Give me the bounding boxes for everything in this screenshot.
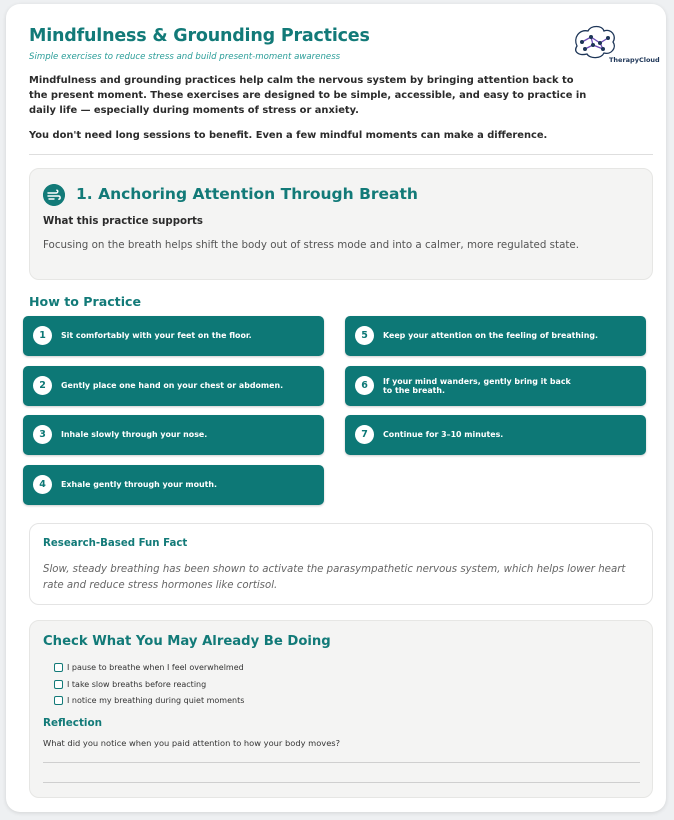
step-number: 5	[355, 326, 374, 345]
step-number: 6	[355, 376, 374, 395]
checklist-item[interactable]	[54, 678, 206, 690]
step-card	[23, 415, 324, 455]
reflection-question: What did you notice when you paid attention to how your body moves?	[43, 738, 341, 748]
step-card	[23, 366, 324, 406]
step-number: 1	[33, 326, 52, 345]
writing-line[interactable]	[43, 782, 640, 783]
writing-line[interactable]	[43, 762, 640, 763]
step-card	[345, 415, 646, 455]
supports-text: Focusing on the breath helps shift the body out of stress mode and into a calmer, more regulated state.	[43, 239, 580, 251]
checkbox-empty-icon[interactable]	[54, 663, 63, 672]
step-text: Sit comfortably with your feet on the floor.	[61, 331, 252, 341]
checklist-item[interactable]	[54, 661, 244, 673]
supports-heading: What this practice supports	[43, 216, 203, 227]
checklist-item-label: I take slow breaths before reacting	[67, 679, 207, 689]
checklist-item-label: I notice my breathing during quiet moments	[67, 695, 245, 705]
practice-card	[29, 168, 653, 280]
step-number: 4	[33, 475, 52, 494]
step-card	[345, 316, 646, 356]
step-card	[23, 465, 324, 505]
step-card	[345, 366, 646, 406]
fun-fact-card	[29, 523, 653, 605]
step-number: 7	[355, 425, 374, 444]
checkbox-empty-icon[interactable]	[54, 696, 63, 705]
step-number: 2	[33, 376, 52, 395]
step-text: Exhale gently through your mouth.	[61, 480, 218, 490]
worksheet-page	[6, 4, 666, 812]
checkbox-empty-icon[interactable]	[54, 680, 63, 689]
wind-breath-icon	[43, 184, 65, 206]
step-text: Keep your attention on the feeling of breathing.	[383, 331, 599, 341]
how-to-heading: How to Practice	[29, 294, 142, 309]
intro-emphasis: You don't need long sessions to benefit. Even a few mindful moments can make a difference.	[29, 130, 548, 141]
step-text: Continue for 3–10 minutes.	[383, 430, 504, 440]
reflection-heading: Reflection	[43, 717, 103, 729]
checklist-heading: Check What You May Already Be Doing	[43, 634, 331, 649]
logo-text: TherapyCloud	[609, 56, 660, 64]
step-card	[23, 316, 324, 356]
step-text: Inhale slowly through your nose.	[61, 430, 208, 440]
fun-fact-text: Slow, steady breathing has been shown to activate the parasympathetic nervous system, which helps lower heart rate and reduce stress hormones like cortisol.	[43, 564, 626, 591]
checklist-card	[29, 620, 653, 798]
checklist-item-label: I pause to breathe when I feel overwhelmed	[67, 662, 244, 672]
intro-paragraph: Mindfulness and grounding practices help calm the nervous system by bringing attention back to the present moment. These exercises are designed to be simple, accessible, and easy to practice in daily life — especially during moments of stress or anxiety.	[29, 75, 587, 116]
step-number: 3	[33, 425, 52, 444]
page-title: Mindfulness & Grounding Practices	[29, 26, 370, 46]
checklist-item[interactable]	[54, 694, 244, 706]
page-subtitle: Simple exercises to reduce stress and build present-moment awareness	[29, 52, 341, 62]
fun-fact-heading: Research-Based Fun Fact	[43, 538, 188, 549]
step-text: If your mind wanders, gently bring it back to the breath.	[383, 376, 571, 395]
divider	[29, 154, 653, 155]
section-title: 1. Anchoring Attention Through Breath	[76, 185, 418, 203]
step-text: Gently place one hand on your chest or abdomen.	[61, 381, 284, 391]
